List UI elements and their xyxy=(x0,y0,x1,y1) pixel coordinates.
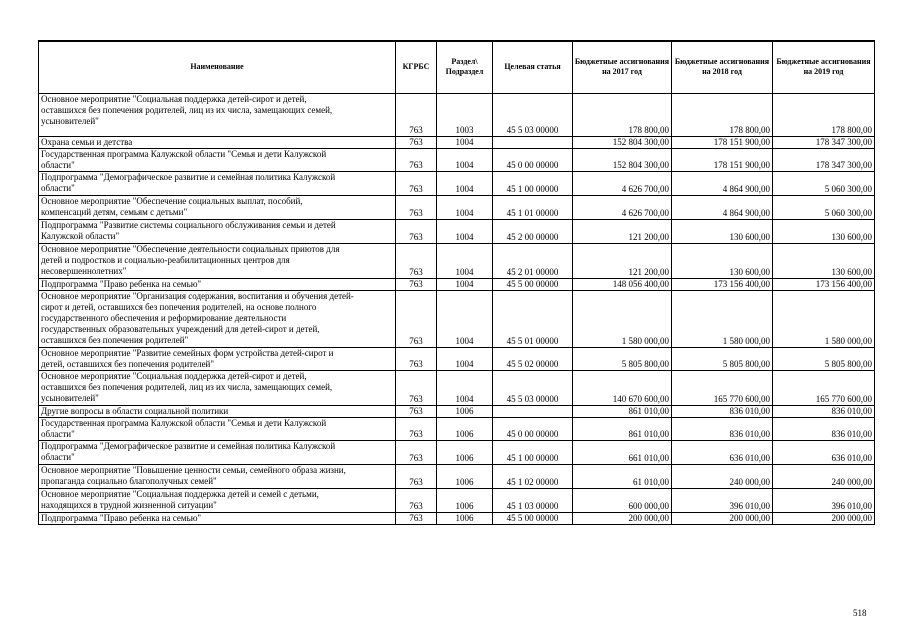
row-2018: 165 770 600,00 xyxy=(672,370,773,405)
row-section: 1004 xyxy=(437,148,493,171)
row-2017: 5 805 800,00 xyxy=(573,347,672,370)
row-kgrbs: 763 xyxy=(396,219,437,243)
row-kgrbs: 763 xyxy=(396,278,437,290)
row-2017: 1 580 000,00 xyxy=(573,290,672,347)
row-target: 45 5 00 00000 xyxy=(493,278,573,290)
row-section: 1004 xyxy=(437,136,493,148)
table-row xyxy=(39,464,875,488)
table-row xyxy=(39,93,875,136)
row-2018: 1 580 000,00 xyxy=(672,290,773,347)
row-section: 1004 xyxy=(437,171,493,195)
table-row xyxy=(39,405,875,417)
row-section: 1004 xyxy=(437,195,493,219)
row-2019: 130 600,00 xyxy=(773,219,875,243)
row-kgrbs: 763 xyxy=(396,171,437,195)
row-2017: 121 200,00 xyxy=(573,243,672,278)
row-name: Другие вопросы в области социальной политики xyxy=(39,405,396,417)
row-kgrbs: 763 xyxy=(396,405,437,417)
row-target: 45 2 00 00000 xyxy=(493,219,573,243)
row-name: Основное мероприятие "Социальная поддержка детей-сирот и детей, оставшихся без попечения родителей, лиц из их числа, замещающих семей, усыновителей" xyxy=(39,93,396,136)
row-target: 45 0 00 00000 xyxy=(493,148,573,171)
row-name: Основное мероприятие "Развитие семейных форм устройства детей-сирот и детей, оставшихся без попечения родителей" xyxy=(39,347,396,370)
table-row xyxy=(39,440,875,464)
row-target: 45 1 01 00000 xyxy=(493,195,573,219)
row-2019: 396 010,00 xyxy=(773,488,875,512)
row-name: Подпрограмма "Право ребенка на семью" xyxy=(39,512,396,524)
row-2019: 130 600,00 xyxy=(773,243,875,278)
row-2019: 5 805 800,00 xyxy=(773,347,875,370)
header-2017: Бюджетные ассигнования на 2017 год xyxy=(573,41,672,93)
row-2019: 240 000,00 xyxy=(773,464,875,488)
table-header-row xyxy=(39,41,875,93)
row-2018: 130 600,00 xyxy=(672,219,773,243)
row-2019: 178 800,00 xyxy=(773,93,875,136)
row-name: Подпрограмма "Развитие системы социального обслуживания семьи и детей Калужской области" xyxy=(39,219,396,243)
row-target: 45 5 02 00000 xyxy=(493,347,573,370)
row-kgrbs: 763 xyxy=(396,243,437,278)
row-target: 45 0 00 00000 xyxy=(493,417,573,440)
row-2019: 200 000,00 xyxy=(773,512,875,524)
row-2017: 4 626 700,00 xyxy=(573,171,672,195)
row-name: Основное мероприятие "Социальная поддержка детей-сирот и детей, оставшихся без попечения родителей, лиц из их числа, замещающих семей, усыновителей" xyxy=(39,370,396,405)
row-target: 45 2 01 00000 xyxy=(493,243,573,278)
table-row xyxy=(39,370,875,405)
row-kgrbs: 763 xyxy=(396,512,437,524)
row-target: 45 5 03 00000 xyxy=(493,93,573,136)
table-row xyxy=(39,290,875,347)
row-name: Подпрограмма "Право ребенка на семью" xyxy=(39,278,396,290)
row-kgrbs: 763 xyxy=(396,464,437,488)
row-section: 1004 xyxy=(437,370,493,405)
row-2019: 1 580 000,00 xyxy=(773,290,875,347)
row-kgrbs: 763 xyxy=(396,290,437,347)
row-section: 1006 xyxy=(437,512,493,524)
table-row xyxy=(39,171,875,195)
row-name: Государственная программа Калужской области "Семья и дети Калужской области" xyxy=(39,148,396,171)
row-2017: 121 200,00 xyxy=(573,219,672,243)
row-name: Подпрограмма "Демографическое развитие и семейная политика Калужской области" xyxy=(39,171,396,195)
row-section: 1004 xyxy=(437,290,493,347)
row-2018: 130 600,00 xyxy=(672,243,773,278)
row-2017: 4 626 700,00 xyxy=(573,195,672,219)
table-row xyxy=(39,136,875,148)
header-name: Наименование xyxy=(39,41,396,93)
row-2019: 836 010,00 xyxy=(773,405,875,417)
row-target: 45 5 01 00000 xyxy=(493,290,573,347)
row-kgrbs: 763 xyxy=(396,148,437,171)
row-2018: 178 151 900,00 xyxy=(672,136,773,148)
table-row xyxy=(39,195,875,219)
row-2019: 165 770 600,00 xyxy=(773,370,875,405)
row-section: 1006 xyxy=(437,405,493,417)
table-row xyxy=(39,243,875,278)
row-name: Подпрограмма "Демографическое развитие и семейная политика Калужской области" xyxy=(39,440,396,464)
row-2017: 148 056 400,00 xyxy=(573,278,672,290)
row-2019: 173 156 400,00 xyxy=(773,278,875,290)
row-target xyxy=(493,405,573,417)
budget-table xyxy=(38,40,875,525)
table-row xyxy=(39,347,875,370)
row-2018: 836 010,00 xyxy=(672,405,773,417)
header-kgrbs: КГРБС xyxy=(396,41,437,93)
row-2017: 200 000,00 xyxy=(573,512,672,524)
row-section: 1006 xyxy=(437,488,493,512)
row-2018: 836 010,00 xyxy=(672,417,773,440)
row-kgrbs: 763 xyxy=(396,370,437,405)
header-2018: Бюджетные ассигнования на 2018 год xyxy=(672,41,773,93)
row-section: 1006 xyxy=(437,464,493,488)
row-section: 1004 xyxy=(437,278,493,290)
row-section: 1006 xyxy=(437,417,493,440)
row-kgrbs: 763 xyxy=(396,440,437,464)
row-target: 45 5 00 00000 xyxy=(493,512,573,524)
row-kgrbs: 763 xyxy=(396,93,437,136)
row-2017: 178 800,00 xyxy=(573,93,672,136)
table-row xyxy=(39,512,875,524)
row-kgrbs: 763 xyxy=(396,417,437,440)
row-kgrbs: 763 xyxy=(396,136,437,148)
row-2017: 140 670 600,00 xyxy=(573,370,672,405)
row-2018: 240 000,00 xyxy=(672,464,773,488)
table-row xyxy=(39,219,875,243)
row-2017: 152 804 300,00 xyxy=(573,148,672,171)
row-target: 45 1 00 00000 xyxy=(493,171,573,195)
row-2018: 636 010,00 xyxy=(672,440,773,464)
row-target: 45 1 02 00000 xyxy=(493,464,573,488)
row-target xyxy=(493,136,573,148)
row-name: Основное мероприятие "Социальная поддержка детей и семей с детьми, находящихся в трудной жизненной ситуации" xyxy=(39,488,396,512)
row-name: Основное мероприятие "Обеспечение социальных выплат, пособий, компенсаций детям, семьям с детьми" xyxy=(39,195,396,219)
row-section: 1003 xyxy=(437,93,493,136)
row-2017: 61 010,00 xyxy=(573,464,672,488)
row-2018: 200 000,00 xyxy=(672,512,773,524)
row-2017: 861 010,00 xyxy=(573,417,672,440)
row-2019: 636 010,00 xyxy=(773,440,875,464)
row-section: 1004 xyxy=(437,219,493,243)
table-row xyxy=(39,488,875,512)
row-section: 1006 xyxy=(437,440,493,464)
row-section: 1004 xyxy=(437,347,493,370)
row-2017: 152 804 300,00 xyxy=(573,136,672,148)
row-name: Основное мероприятие "Обеспечение деятельности социальных приютов для детей и подростков и социально-реабилитационных центров для несовершеннолетних" xyxy=(39,243,396,278)
row-kgrbs: 763 xyxy=(396,347,437,370)
row-name: Охрана семьи и детства xyxy=(39,136,396,148)
header-section: Раздел\ Подраздел xyxy=(437,41,493,93)
row-2019: 5 060 300,00 xyxy=(773,171,875,195)
row-kgrbs: 763 xyxy=(396,488,437,512)
row-2018: 5 805 800,00 xyxy=(672,347,773,370)
row-2017: 861 010,00 xyxy=(573,405,672,417)
row-section: 1004 xyxy=(437,243,493,278)
header-2019: Бюджетные ассигнования на 2019 год xyxy=(773,41,875,93)
row-2017: 600 000,00 xyxy=(573,488,672,512)
row-target: 45 1 00 00000 xyxy=(493,440,573,464)
row-name: Основное мероприятие "Повышение ценности семьи, семейного образа жизни, пропаганда социально благополучных семей" xyxy=(39,464,396,488)
row-name: Основное мероприятие "Организация содержания, воспитания и обучения детей- сирот и детей, оставшихся без попечения родителей, на основе полного государственного обеспечения и реформирование деятельности государственных образовательных учреждений для детей-сирот и детей, оставшихся без попечения родителей" xyxy=(39,290,396,347)
row-kgrbs: 763 xyxy=(396,195,437,219)
row-2018: 178 151 900,00 xyxy=(672,148,773,171)
row-2018: 173 156 400,00 xyxy=(672,278,773,290)
page-number: 518 xyxy=(853,608,867,618)
row-2019: 178 347 300,00 xyxy=(773,136,875,148)
row-2019: 836 010,00 xyxy=(773,417,875,440)
table-row xyxy=(39,417,875,440)
row-2018: 4 864 900,00 xyxy=(672,171,773,195)
header-target: Целевая статья xyxy=(493,41,573,93)
table-row xyxy=(39,148,875,171)
row-2018: 396 010,00 xyxy=(672,488,773,512)
row-name: Государственная программа Калужской области "Семья и дети Калужской области" xyxy=(39,417,396,440)
row-2018: 178 800,00 xyxy=(672,93,773,136)
row-target: 45 5 03 00000 xyxy=(493,370,573,405)
row-target: 45 1 03 00000 xyxy=(493,488,573,512)
table-row xyxy=(39,278,875,290)
row-2017: 661 010,00 xyxy=(573,440,672,464)
row-2018: 4 864 900,00 xyxy=(672,195,773,219)
row-2019: 5 060 300,00 xyxy=(773,195,875,219)
row-2019: 178 347 300,00 xyxy=(773,148,875,171)
